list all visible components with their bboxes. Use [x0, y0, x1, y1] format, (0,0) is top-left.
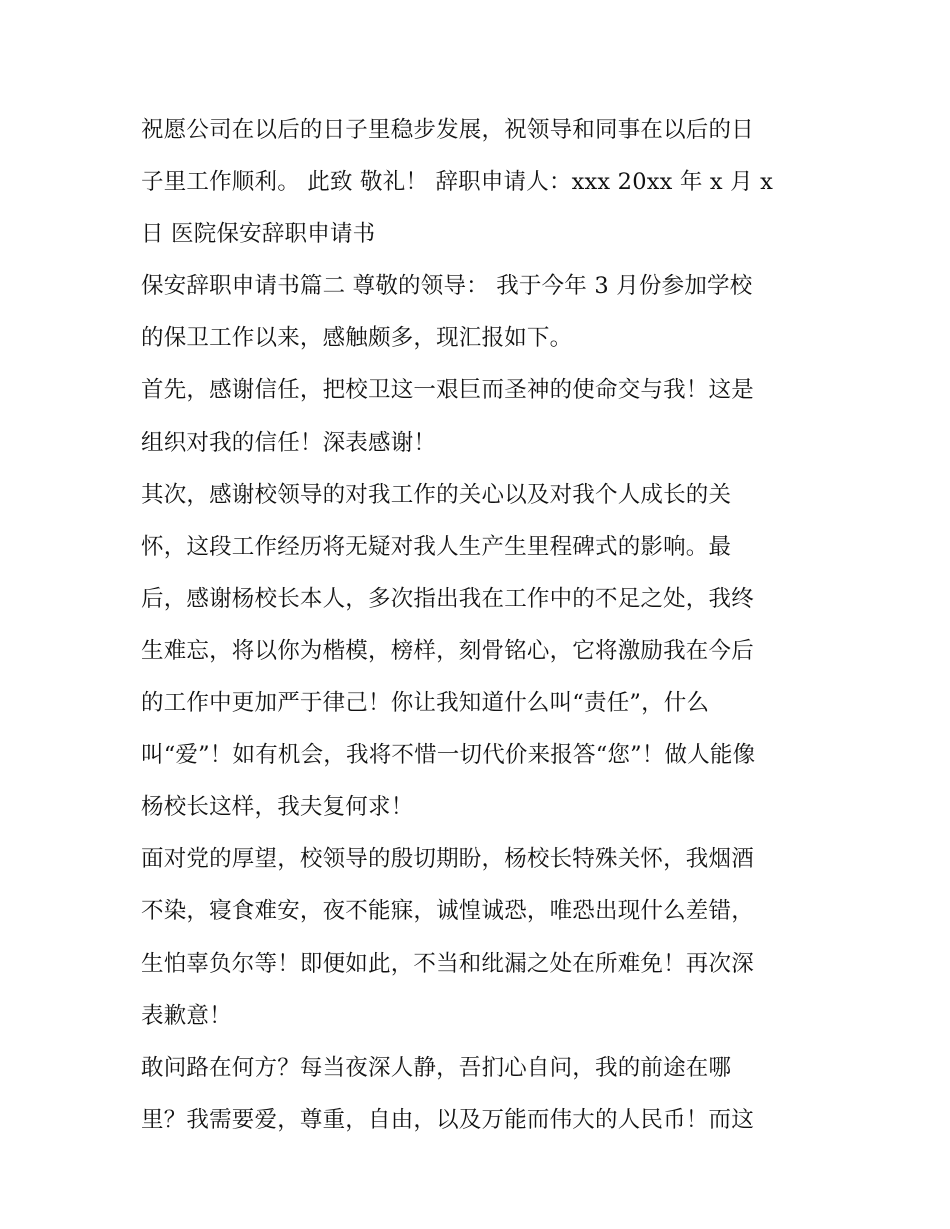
text-line-15: 面对党的厚望，校领导的殷切期盼，杨校长特殊关怀，我烟酒 — [141, 846, 754, 873]
text-line-7: 组织对我的信任！深表感谢！ — [141, 429, 437, 456]
text-line-2: 子里工作顺利。 此致 敬礼！ 辞职申请人：xxx 20xx 年 x 月 x — [141, 169, 774, 196]
text-line-13: 叫“爱”！如有机会，我将不惜一切代价来报答“您”！做人能像 — [141, 742, 756, 769]
text-line-18: 表歉意！ — [141, 1002, 232, 1029]
text-line-14: 杨校长这样，我夫复何求！ — [141, 794, 414, 821]
text-line-9: 怀，这段工作经历将无疑对我人生产生里程碑式的影响。最 — [141, 533, 732, 560]
text-line-10: 后，感谢杨校长本人，多次指出我在工作中的不足之处，我终 — [141, 585, 754, 612]
text-line-16: 不染，寝食难安，夜不能寐，诚惶诚恐，唯恐出现什么差错， — [141, 898, 754, 925]
text-line-3: 日 医院保安辞职申请书 — [141, 221, 376, 248]
text-line-1: 祝愿公司在以后的日子里稳步发展，祝领导和同事在以后的日 — [141, 117, 754, 143]
text-line-5: 的保卫工作以来，感触颇多，现汇报如下。 — [141, 325, 573, 352]
text-line-8: 其次，感谢校领导的对我工作的关心以及对我个人成长的关 — [141, 481, 732, 508]
text-line-6: 首先，感谢信任，把校卫这一艰巨而圣神的使命交与我！这是 — [141, 377, 754, 404]
text-line-11: 生难忘，将以你为楷模，榜样，刻骨铭心，它将激励我在今后 — [141, 637, 754, 664]
text-line-4: 保安辞职申请书篇二 尊敬的领导： 我于今年 3 月份参加学校 — [141, 273, 753, 300]
text-line-12: 的工作中更加严于律己！你让我知道什么叫“责任”，什么 — [141, 690, 710, 717]
text-line-19: 敢问路在何方？每当夜深人静，吾扪心自问，我的前途在哪 — [141, 1054, 732, 1081]
text-line-17: 生怕辜负尔等！即便如此，不当和纰漏之处在所难免！再次深 — [141, 950, 754, 977]
document-body — [141, 104, 813, 1146]
text-line-20: 里？我需要爱，尊重，自由，以及万能而伟大的人民币！而这 — [141, 1106, 754, 1133]
